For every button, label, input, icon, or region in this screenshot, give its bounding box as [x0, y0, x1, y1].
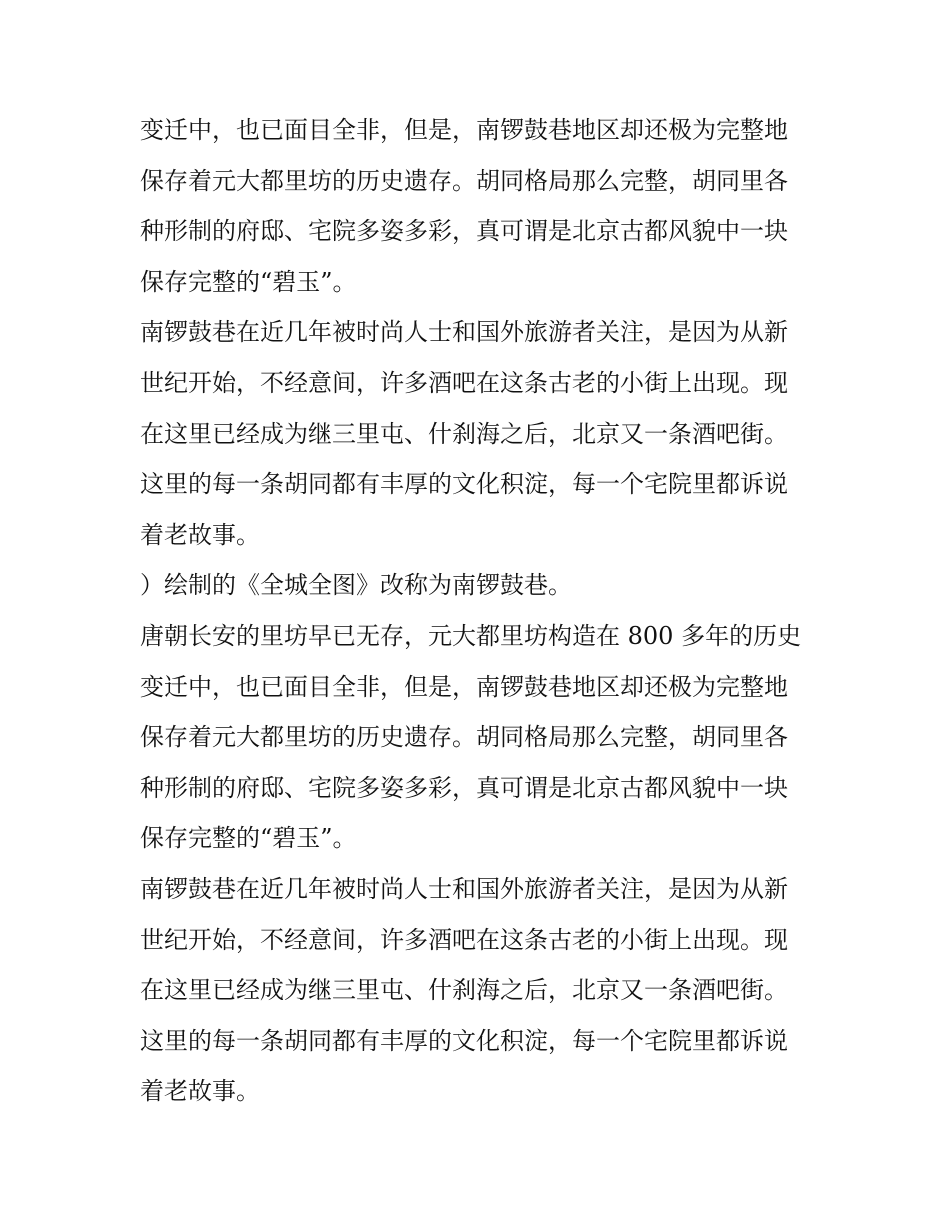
text-line: 在这里已经成为继三里屯、什刹海之后，北京又一条酒吧街。 [140, 419, 788, 448]
text-line: 这里的每一条胡同都有丰厚的文化积淀，每一个宅院里都诉说 [140, 1026, 788, 1055]
text-line: 保存着元大都里坊的历史遗存。胡同格局那么完整，胡同里各 [140, 166, 788, 195]
text-line: ）绘制的《全城全图》改称为南锣鼓巷。 [140, 571, 572, 600]
text-line: 在这里已经成为继三里屯、什刹海之后，北京又一条酒吧街。 [140, 976, 788, 1005]
text-line: 种形制的府邸、宅院多姿多彩，真可谓是北京古都风貌中一块 [140, 217, 788, 246]
text-line: 世纪开始，不经意间，许多酒吧在这条古老的小街上出现。现 [140, 925, 788, 954]
body-text [140, 105, 816, 1117]
text-line: 变迁中，也已面目全非，但是，南锣鼓巷地区却还极为完整地 [140, 116, 788, 144]
text-line: 世纪开始，不经意间，许多酒吧在这条古老的小街上出现。现 [140, 368, 788, 397]
text-line: 着老故事。 [140, 520, 260, 549]
text-line: 保存着元大都里坊的历史遗存。胡同格局那么完整，胡同里各 [140, 723, 788, 752]
text-line: 着老故事。 [140, 1077, 260, 1106]
text-line: 南锣鼓巷在近几年被时尚人士和国外旅游者关注，是因为从新 [140, 318, 788, 347]
text-line: 保存完整的“碧玉”。 [140, 267, 357, 296]
text-line: 这里的每一条胡同都有丰厚的文化积淀，每一个宅院里都诉说 [140, 470, 788, 499]
text-line: 唐朝长安的里坊早已无存，元大都里坊构造在 800 多年的历史 [140, 621, 802, 650]
text-line: 南锣鼓巷在近几年被时尚人士和国外旅游者关注，是因为从新 [140, 874, 788, 903]
text-line: 种形制的府邸、宅院多姿多彩，真可谓是北京古都风貌中一块 [140, 773, 788, 802]
text-line: 变迁中，也已面目全非，但是，南锣鼓巷地区却还极为完整地 [140, 672, 788, 701]
text-line: 保存完整的“碧玉”。 [140, 824, 357, 853]
